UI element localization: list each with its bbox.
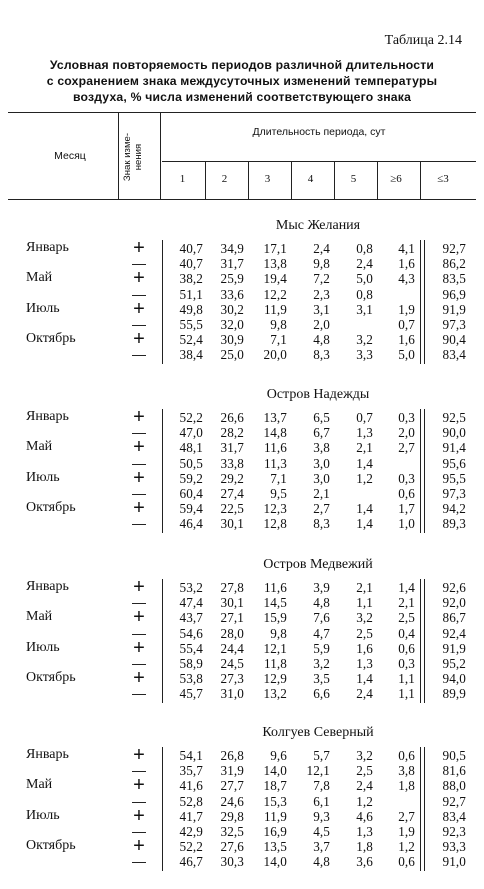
table-cell: 55,4 [179, 640, 203, 656]
table-cell: 9,3 [313, 808, 330, 824]
table-cell: 31,0 [220, 686, 244, 702]
table-cell: 9,8 [313, 256, 330, 272]
table-cell: 32,0 [220, 317, 244, 332]
table-cell: 45,7 [179, 686, 203, 702]
table-cell: 60,4 [179, 486, 203, 501]
table-cell: 24,6 [220, 793, 244, 809]
table-cell: 89,3 [442, 516, 466, 532]
table-cell: 47,0 [179, 425, 203, 441]
table-cell: 33,8 [220, 455, 244, 471]
caption-line: с сохранением знака междусуточных изменений температуры [46, 74, 438, 88]
table-cell: 92,0 [442, 595, 466, 611]
month-label: Июль [26, 469, 60, 485]
table-cell: 0,3 [398, 470, 415, 486]
table-cell: 14,8 [263, 425, 287, 441]
table-cell: 1,0 [398, 516, 415, 532]
table-cell: 59,4 [179, 501, 203, 517]
table-cell: 11,9 [264, 301, 287, 317]
table-cell: 0,8 [356, 286, 373, 302]
table-cell: 19,4 [263, 271, 287, 287]
table-cell: 13,8 [263, 256, 287, 272]
table-cell: 3,2 [356, 610, 373, 626]
sign-minus: — [132, 255, 146, 272]
table-cell: 54,1 [179, 748, 203, 763]
table-cell: 6,5 [313, 410, 330, 425]
table-cell: 2,4 [313, 241, 330, 256]
table-cell: 48,1 [179, 440, 203, 456]
table-cell: 27,3 [220, 671, 244, 687]
sign-plus: + [133, 576, 145, 598]
table-cell: 95,6 [442, 455, 466, 471]
station-title: Остров Медвежий [263, 557, 373, 572]
table-cell: 43,7 [179, 610, 203, 626]
table-cell: 3,2 [356, 748, 373, 763]
table-cell: 12,1 [263, 640, 287, 656]
table-cell: 31,7 [220, 256, 244, 272]
table-cell: 52,8 [179, 793, 203, 809]
sign-plus: + [133, 436, 145, 459]
table-cell: 1,2 [398, 839, 415, 855]
table-cell: 1,1 [398, 686, 415, 702]
table-cell: 22,5 [220, 501, 244, 517]
header-column-2: 2 [221, 173, 228, 185]
table-cell: 2,4 [356, 778, 373, 794]
table-cell: 25,0 [220, 347, 244, 363]
table-cell: 2,7 [398, 808, 415, 824]
table-cell: 7,8 [313, 778, 330, 794]
header-col-separator [377, 162, 378, 199]
table-cell: 32,5 [220, 824, 244, 839]
table-cell: 97,3 [442, 317, 466, 332]
month-label: Май [26, 609, 53, 625]
table-cell: 7,2 [313, 271, 330, 287]
table-cell: 2,1 [313, 486, 330, 501]
table-cell: 55,5 [179, 317, 203, 332]
table-cell: 50,5 [179, 455, 203, 471]
table-cell: 41,6 [179, 778, 203, 794]
table-cell: 17,1 [263, 241, 287, 256]
station-title: Остров Надежды [266, 387, 370, 402]
sign-plus: + [133, 667, 145, 690]
table-cell: 1,9 [398, 824, 415, 839]
table-cell: 46,4 [179, 516, 203, 532]
table-cell: 14,0 [263, 763, 287, 779]
table-cell: 3,0 [313, 455, 330, 471]
table-cell: 2,1 [356, 440, 373, 456]
table-cell: 1,9 [398, 301, 415, 317]
header-column-6: ≥6 [390, 173, 402, 185]
sign-plus: + [133, 744, 145, 766]
month-label: Январь [26, 747, 69, 762]
table-cell: 12,2 [263, 286, 287, 302]
table-number: Таблица 2.14 [384, 33, 462, 48]
table-cell: 86,7 [442, 610, 466, 626]
table-cell: 1,6 [356, 640, 373, 656]
month-label: Май [26, 270, 53, 286]
table-cell: 30,2 [220, 301, 244, 317]
table-cell: 92,7 [442, 241, 466, 256]
table-cell: 1,7 [398, 501, 415, 517]
table-cell: 7,1 [270, 332, 287, 348]
table-cell: 0,6 [398, 486, 415, 501]
table-cell: 1,1 [356, 595, 373, 611]
sign-plus: + [133, 606, 145, 629]
table-cell: 1,4 [398, 580, 415, 595]
sign-minus: — [132, 346, 146, 363]
table-cell: 0,7 [398, 317, 415, 332]
sign-minus: — [132, 594, 146, 611]
table-cell: 0,6 [398, 640, 415, 656]
sign-plus: + [133, 497, 145, 520]
table-cell: 27,8 [220, 580, 244, 595]
table-cell: 95,5 [442, 470, 466, 486]
table-cell: 3,2 [313, 656, 330, 671]
table-cell: 83,4 [442, 808, 466, 824]
table-cell: 11,6 [264, 440, 287, 456]
sign-plus: + [133, 297, 145, 320]
header-column-4: 4 [307, 173, 314, 185]
sign-minus: — [132, 853, 146, 870]
sign-minus: — [132, 655, 146, 671]
table-cell: 15,9 [263, 610, 287, 626]
header-bottom-rule [8, 199, 476, 200]
table-cell: 3,8 [313, 440, 330, 456]
table-cell: 27,7 [220, 778, 244, 794]
table-caption [10, 57, 474, 105]
sign-minus: — [132, 515, 146, 532]
table-cell: 26,6 [220, 410, 244, 425]
table-cell: 83,5 [442, 271, 466, 287]
station-title: Колгуев Северный [262, 725, 374, 740]
sign-plus: + [133, 636, 145, 659]
table-cell: 42,9 [179, 824, 203, 839]
table-cell: 7,1 [270, 470, 287, 486]
table-cell: 2,1 [398, 595, 415, 611]
table-cell: 3,9 [313, 580, 330, 595]
table-cell: 0,6 [398, 854, 415, 870]
table-cell: 38,4 [179, 347, 203, 363]
table-cell: 30,3 [220, 854, 244, 870]
table-cell: 47,4 [179, 595, 203, 611]
table-cell: 89,9 [442, 686, 466, 702]
table-cell: 1,4 [356, 516, 373, 532]
table-cell: 1,2 [356, 470, 373, 486]
sign-minus: — [132, 792, 146, 809]
table-cell: 40,7 [179, 256, 203, 272]
sign-plus: + [133, 835, 145, 858]
table-cell: 1,4 [356, 501, 373, 517]
table-cell: 30,9 [220, 332, 244, 348]
header-col-separator [205, 162, 206, 199]
table-cell: 53,2 [179, 580, 203, 595]
table-cell: 38,2 [179, 271, 203, 287]
table-cell: 95,2 [442, 656, 466, 671]
table-cell: 58,9 [179, 656, 203, 671]
table-cell: 11,3 [264, 455, 287, 471]
table-cell: 28,2 [220, 425, 244, 441]
table-cell: 49,8 [179, 301, 203, 317]
table-cell: 5,0 [356, 271, 373, 287]
table-cell: 20,0 [263, 347, 287, 363]
header-sign-line: нения [132, 143, 144, 171]
table-cell: 2,7 [313, 501, 330, 517]
table-cell: 25,9 [220, 271, 244, 287]
sign-plus: + [133, 328, 145, 351]
table-cell: 92,3 [442, 824, 466, 839]
table-cell: 1,6 [398, 256, 415, 272]
table-cell: 3,1 [356, 301, 373, 317]
header-month: Месяц [54, 150, 86, 162]
table-cell: 24,4 [220, 640, 244, 656]
table-cell: 1,1 [398, 671, 415, 687]
month-label: Январь [26, 240, 69, 255]
table-cell: 31,7 [220, 440, 244, 456]
table-cell: 26,8 [220, 748, 244, 763]
table-cell: 97,3 [442, 486, 466, 501]
table-cell: 1,4 [356, 455, 373, 471]
table-cell: 51,1 [179, 286, 203, 302]
table-cell: 3,2 [356, 332, 373, 348]
table-cell: 34,9 [220, 241, 244, 256]
table-cell: 52,2 [179, 839, 203, 855]
table-cell: 33,6 [220, 286, 244, 302]
sign-minus: — [132, 424, 146, 441]
table-cell: 59,2 [179, 470, 203, 486]
table-cell: 52,4 [179, 332, 203, 348]
table-cell: 1,3 [356, 425, 373, 441]
table-cell: 91,4 [442, 440, 466, 456]
sign-minus: — [132, 316, 146, 332]
table-cell: 13,7 [263, 410, 287, 425]
table-cell: 24,5 [220, 656, 244, 671]
sign-plus: + [133, 774, 145, 797]
sign-minus: — [132, 823, 146, 839]
header-duration: Длительность периода, сут [252, 126, 386, 138]
table-cell: 4,7 [313, 625, 330, 641]
table-cell: 0,4 [398, 625, 415, 641]
table-cell: 27,4 [220, 486, 244, 501]
table-cell: 2,0 [313, 317, 330, 332]
table-cell: 92,6 [442, 580, 466, 595]
month-label: Октябрь [26, 500, 76, 516]
table-cell: 3,6 [356, 854, 373, 870]
table-cell: 90,4 [442, 332, 466, 348]
table-cell: 83,4 [442, 347, 466, 363]
table-cell: 3,1 [313, 301, 330, 317]
table-cell: 2,3 [313, 286, 330, 302]
table-cell: 12,1 [306, 763, 330, 779]
table-cell: 2,0 [398, 425, 415, 441]
table-cell: 4,8 [313, 854, 330, 870]
table-cell: 90,0 [442, 425, 466, 441]
table-cell: 4,8 [313, 595, 330, 611]
table-cell: 8,3 [313, 347, 330, 363]
table-cell: 27,1 [220, 610, 244, 626]
sign-minus: — [132, 454, 146, 471]
header-col-separator [248, 162, 249, 199]
sign-plus: + [133, 267, 145, 290]
table-cell: 35,7 [179, 763, 203, 779]
sign-plus: + [133, 406, 145, 428]
header-column-1: 1 [179, 173, 186, 185]
sign-minus: — [132, 285, 146, 302]
table-cell: 92,7 [442, 793, 466, 809]
month-label: Май [26, 777, 53, 793]
table-cell: 30,1 [220, 595, 244, 611]
sign-plus: + [133, 237, 145, 259]
table-cell: 2,5 [398, 610, 415, 626]
table-cell: 3,5 [313, 671, 330, 687]
sign-minus: — [132, 762, 146, 779]
header-sign-line: Знак изме- [122, 132, 133, 182]
sign-minus: — [132, 685, 146, 702]
month-label: Октябрь [26, 838, 76, 854]
table-cell: 6,7 [313, 425, 330, 441]
table-cell: 4,8 [313, 332, 330, 348]
table-cell: 5,7 [313, 748, 330, 763]
header-col-separator [118, 113, 119, 199]
table-cell: 11,9 [264, 808, 287, 824]
table-cell: 12,3 [263, 501, 287, 517]
table-cell: 1,8 [398, 778, 415, 794]
table-cell: 6,6 [313, 686, 330, 702]
table-cell: 4,6 [356, 808, 373, 824]
table-cell: 3,0 [313, 470, 330, 486]
table-cell: 96,9 [442, 286, 466, 302]
table-cell: 0,6 [398, 748, 415, 763]
table-cell: 8,3 [313, 516, 330, 532]
table-cell: 92,4 [442, 625, 466, 641]
table-cell: 93,3 [442, 839, 466, 855]
table-cell: 1,6 [398, 332, 415, 348]
table-cell: 90,5 [442, 748, 466, 763]
table-cell: 4,5 [313, 824, 330, 839]
table-cell: 9,8 [270, 625, 287, 641]
table-cell: 91,0 [442, 854, 466, 870]
table-cell: 1,3 [356, 824, 373, 839]
table-cell: 7,6 [313, 610, 330, 626]
sign-plus: + [133, 466, 145, 489]
table-cell: 27,6 [220, 839, 244, 855]
table-cell: 5,9 [313, 640, 330, 656]
table-cell: 53,8 [179, 671, 203, 687]
month-label: Июль [26, 300, 60, 316]
header-col-separator [420, 162, 421, 199]
table-cell: 2,4 [356, 256, 373, 272]
table-cell: 81,6 [442, 763, 466, 779]
table-cell: 52,2 [179, 410, 203, 425]
table-cell: 9,6 [270, 748, 287, 763]
month-label: Январь [26, 579, 69, 594]
header-col-separator [291, 162, 292, 199]
header-col-separator [334, 162, 335, 199]
table-cell: 29,2 [220, 470, 244, 486]
table-cell: 14,0 [263, 854, 287, 870]
table-cell: 28,0 [220, 625, 244, 641]
month-label: Январь [26, 409, 69, 424]
header-col-separator [160, 113, 161, 199]
table-cell: 40,7 [179, 241, 203, 256]
table-cell: 1,2 [356, 793, 373, 809]
table-cell: 94,2 [442, 501, 466, 517]
table-cell: 3,7 [313, 839, 330, 855]
sign-plus: + [133, 804, 145, 827]
table-cell: 92,5 [442, 410, 466, 425]
table-cell: 91,9 [442, 640, 466, 656]
table-cell: 15,3 [263, 793, 287, 809]
caption-line: Условная повторяемость периодов различной длительности [49, 58, 435, 72]
header-column-5: 5 [350, 173, 357, 185]
month-label: Июль [26, 639, 60, 655]
station-title: Мыс Желания [275, 218, 361, 233]
table-cell: 31,9 [220, 763, 244, 779]
table-cell: 12,8 [263, 516, 287, 532]
table-cell: 11,8 [264, 656, 287, 671]
table-cell: 1,8 [356, 839, 373, 855]
table-cell: 54,6 [179, 625, 203, 641]
table-top-rule [8, 112, 476, 113]
table-cell: 16,9 [263, 824, 287, 839]
table-cell: 0,7 [356, 410, 373, 425]
header-column-7: ≤3 [437, 173, 449, 185]
month-label: Май [26, 439, 53, 455]
header-sign [123, 116, 153, 198]
table-cell: 12,9 [263, 671, 287, 687]
table-cell: 2,1 [356, 580, 373, 595]
table-cell: 91,9 [442, 301, 466, 317]
table-cell: 0,3 [398, 656, 415, 671]
caption-line: воздуха, % числа изменений соответствующего знака [72, 90, 412, 104]
table-cell: 18,7 [263, 778, 287, 794]
table-cell: 3,3 [356, 347, 373, 363]
table-cell: 11,6 [264, 580, 287, 595]
table-cell: 13,5 [263, 839, 287, 855]
header-sub-rule [162, 161, 476, 162]
table-cell: 86,2 [442, 256, 466, 272]
table-cell: 2,4 [356, 686, 373, 702]
table-cell: 6,1 [313, 793, 330, 809]
sign-minus: — [132, 624, 146, 641]
table-cell: 13,2 [263, 686, 287, 702]
table-cell: 41,7 [179, 808, 203, 824]
header-column-3: 3 [264, 173, 271, 185]
table-cell: 14,5 [263, 595, 287, 611]
table-cell: 9,5 [270, 486, 287, 501]
table-cell: 2,5 [356, 763, 373, 779]
table-cell: 5,0 [398, 347, 415, 363]
table-cell: 9,8 [270, 317, 287, 332]
table-cell: 4,3 [398, 271, 415, 287]
table-cell: 3,8 [398, 763, 415, 779]
table-cell: 2,5 [356, 625, 373, 641]
table-cell: 88,0 [442, 778, 466, 794]
month-label: Июль [26, 807, 60, 823]
table-cell: 29,8 [220, 808, 244, 824]
month-label: Октябрь [26, 331, 76, 347]
table-cell: 4,1 [398, 241, 415, 256]
table-cell: 1,3 [356, 656, 373, 671]
table-cell: 46,7 [179, 854, 203, 870]
month-label: Октябрь [26, 670, 76, 686]
table-cell: 1,4 [356, 671, 373, 687]
table-cell: 0,8 [356, 241, 373, 256]
sign-minus: — [132, 485, 146, 501]
table-cell: 30,1 [220, 516, 244, 532]
table-cell: 94,0 [442, 671, 466, 687]
table-cell: 0,3 [398, 410, 415, 425]
table-cell: 2,7 [398, 440, 415, 456]
